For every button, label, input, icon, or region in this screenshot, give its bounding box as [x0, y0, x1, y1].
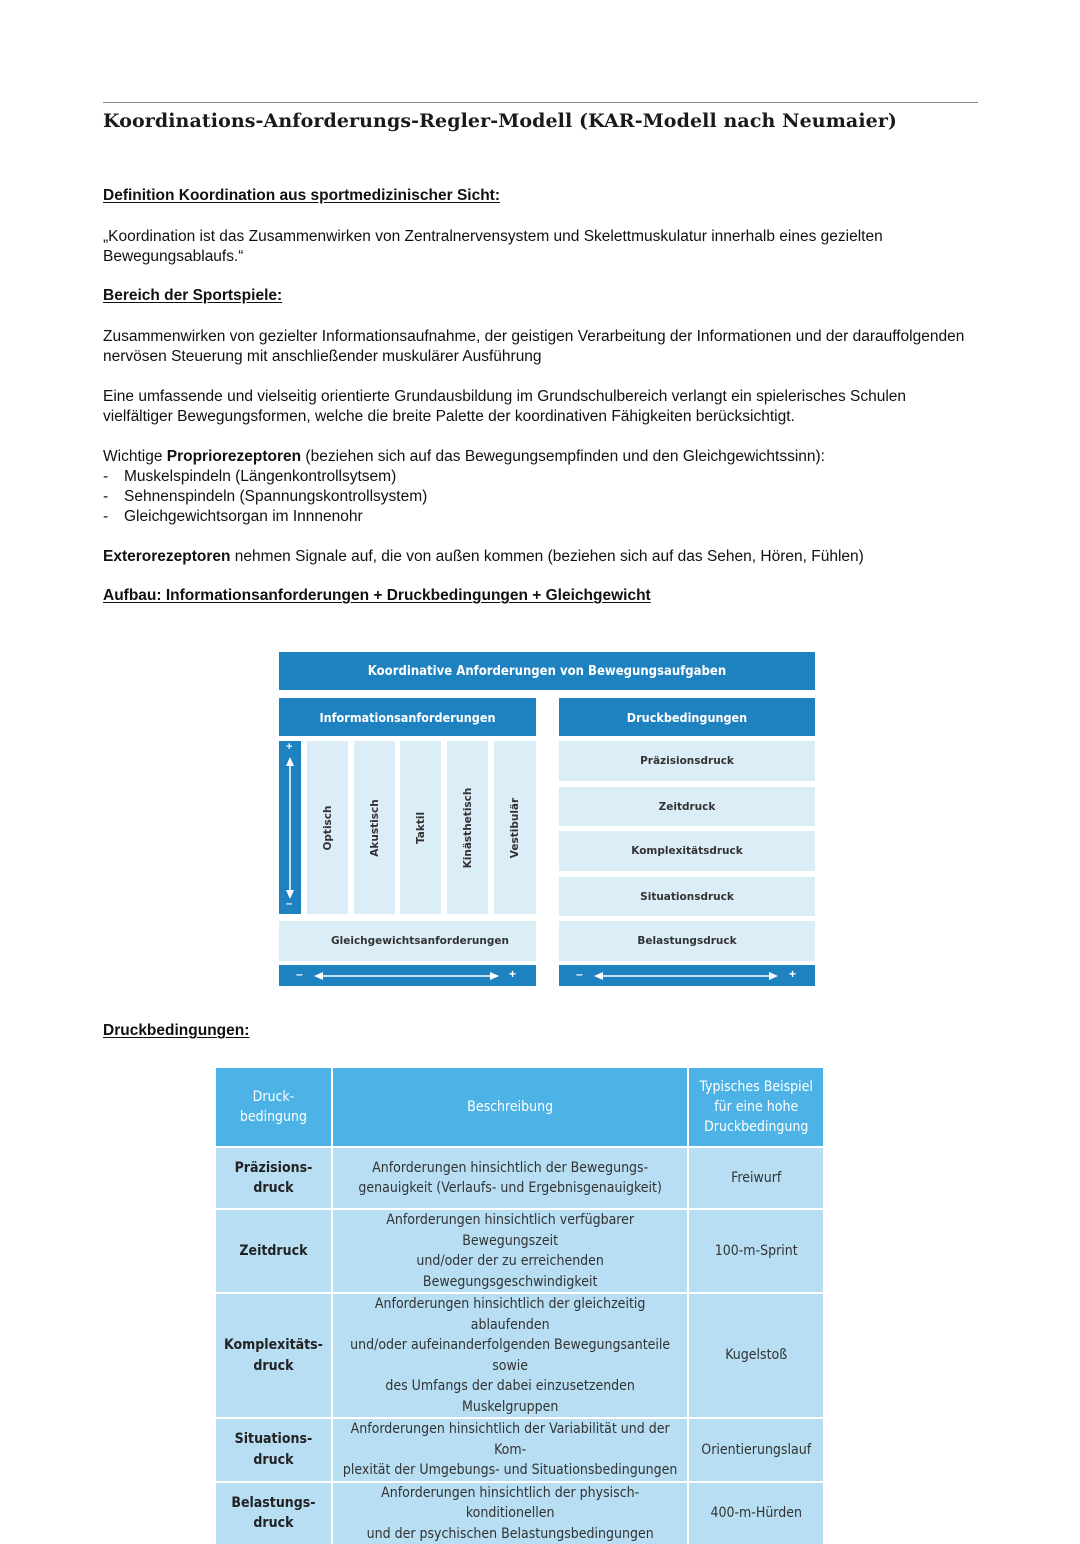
druck-row-komplexitaet: Komplexitätsdruck: [559, 831, 815, 871]
table-row: [216, 1293, 823, 1418]
cell-example: 100-m-Sprint: [688, 1209, 823, 1293]
column-header: Typisches Beispiel für eine hohe Druckbedingung: [688, 1068, 823, 1147]
scale-plus: +: [509, 967, 516, 981]
diagram-info-header: Informationsanforderungen: [279, 698, 536, 736]
scale-minus: –: [296, 967, 303, 981]
druck-row-situation: Situationsdruck: [559, 877, 815, 916]
sport-heading: Bereich der Sportspiele:: [103, 287, 282, 305]
exterorezeptoren-text: Exterorezeptoren nehmen Signale auf, die von außen kommen (beziehen sich auf das Sehen, Hören, Fühlen): [103, 547, 973, 567]
horizontal-arrow-icon: [559, 965, 815, 986]
list-item: - Gleichgewichtsorgan im Innnenohr: [103, 507, 427, 527]
info-column-optisch: Optisch: [307, 741, 348, 914]
table-row: [216, 1147, 823, 1209]
diagram-druck-header: Druckbedingungen: [559, 698, 815, 736]
info-horizontal-scale: [279, 965, 536, 986]
druck-row-zeit: Zeitdruck: [559, 787, 815, 826]
cell-example: Freiwurf: [688, 1147, 823, 1209]
cell-example: Kugelstoß: [688, 1293, 823, 1418]
scale-minus: –: [576, 967, 583, 981]
cell-example: Orientierungslauf: [688, 1418, 823, 1482]
page-title: Koordinations-Anforderungs-Regler-Modell (KAR-Modell nach Neumaier): [103, 110, 897, 132]
scale-plus: +: [286, 741, 292, 753]
cell-desc: Anforderungen hinsichtlich der Bewegungs- genauigkeit (Verlaufs- und Ergebnisgenauigkeit): [332, 1147, 689, 1209]
vertical-scale-bar: [279, 741, 301, 914]
cell-name: Belastungs- druck: [216, 1482, 332, 1544]
diagram-top-banner: Koordinative Anforderungen von Bewegungsaufgaben: [279, 652, 815, 690]
table-header-row: [216, 1068, 823, 1147]
vertical-arrow-icon: [279, 741, 301, 914]
scale-minus: –: [286, 898, 292, 910]
column-header: Druck- bedingung: [216, 1068, 332, 1147]
list-item: - Muskelspindeln (Längenkontrollsytsem): [103, 467, 427, 487]
druckbedingungen-heading: Druckbedingungen:: [103, 1022, 249, 1040]
cell-name: Präzisions- druck: [216, 1147, 332, 1209]
cell-desc: Anforderungen hinsichtlich der gleichzeitig ablaufenden und/oder aufeinanderfolgenden Bewegungsanteile sowie des Umfangs der dabei einzusetzenden Muskelgruppen: [332, 1293, 689, 1418]
sport-text: Zusammenwirken von gezielter Informationsaufnahme, der geistigen Verarbeitung der Informationen und der darauffolgenden nervösen Steuerung mit anschließender muskulärer Ausführung: [103, 327, 973, 367]
propriorezeptoren-list: [103, 467, 427, 527]
info-column-taktil: Taktil: [400, 741, 441, 914]
gleichgewicht-row: Gleichgewichtsanforderungen: [279, 921, 536, 961]
table-row: [216, 1482, 823, 1544]
info-column-kinaesthetisch: Kinästhetisch: [447, 741, 488, 914]
horizontal-arrow-icon: [279, 965, 536, 986]
scale-plus: +: [789, 967, 796, 981]
propriorezeptoren-text: Wichtige Propriorezeptoren (beziehen sich auf das Bewegungsempfinden und den Gleichgewichtssinn):: [103, 447, 973, 467]
druck-row-praezision: Präzisionsdruck: [559, 741, 815, 781]
grundausbildung-text: Eine umfassende und vielseitig orientierte Grundausbildung im Grundschulbereich verlangt ein spielerisches Schulen vielfältiger Bewegungsformen, welche die breite Palette der koordinativen Fähigkeiten berücksichtigt.: [103, 387, 978, 427]
list-item: - Sehnenspindeln (Spannungskontrollsystem): [103, 487, 427, 507]
info-column-vestibulaer: Vestibulär: [494, 741, 536, 914]
cell-name: Zeitdruck: [216, 1209, 332, 1293]
druck-row-belastung: Belastungsdruck: [559, 921, 815, 961]
info-column-akustisch: Akustisch: [354, 741, 395, 914]
header-rule: [103, 102, 978, 103]
druckbedingungen-table: [216, 1068, 823, 1544]
definition-text: „Koordination ist das Zusammenwirken von Zentralnervensystem und Skelettmuskulatur innerhalb eines gezielten Bewegungsablaufs.“: [103, 227, 973, 267]
cell-name: Komplexitäts- druck: [216, 1293, 332, 1418]
definition-heading: Definition Koordination aus sportmedizinischer Sicht:: [103, 187, 500, 205]
table-row: [216, 1418, 823, 1482]
cell-desc: Anforderungen hinsichtlich der physisch-konditionellen und der psychischen Belastungsbedingungen: [332, 1482, 689, 1544]
aufbau-heading: Aufbau: Informationsanforderungen + Druckbedingungen + Gleichgewicht: [103, 587, 651, 605]
cell-desc: Anforderungen hinsichtlich verfügbarer Bewegungszeit und/oder der zu erreichenden Bewegungsgeschwindigkeit: [332, 1209, 689, 1293]
column-header: Beschreibung: [332, 1068, 689, 1147]
cell-desc: Anforderungen hinsichtlich der Variabilität und der Kom- plexität der Umgebungs- und Situationsbedingungen: [332, 1418, 689, 1482]
cell-example: 400-m-Hürden: [688, 1482, 823, 1544]
cell-name: Situations- druck: [216, 1418, 332, 1482]
table-row: [216, 1209, 823, 1293]
druck-horizontal-scale: [559, 965, 815, 986]
